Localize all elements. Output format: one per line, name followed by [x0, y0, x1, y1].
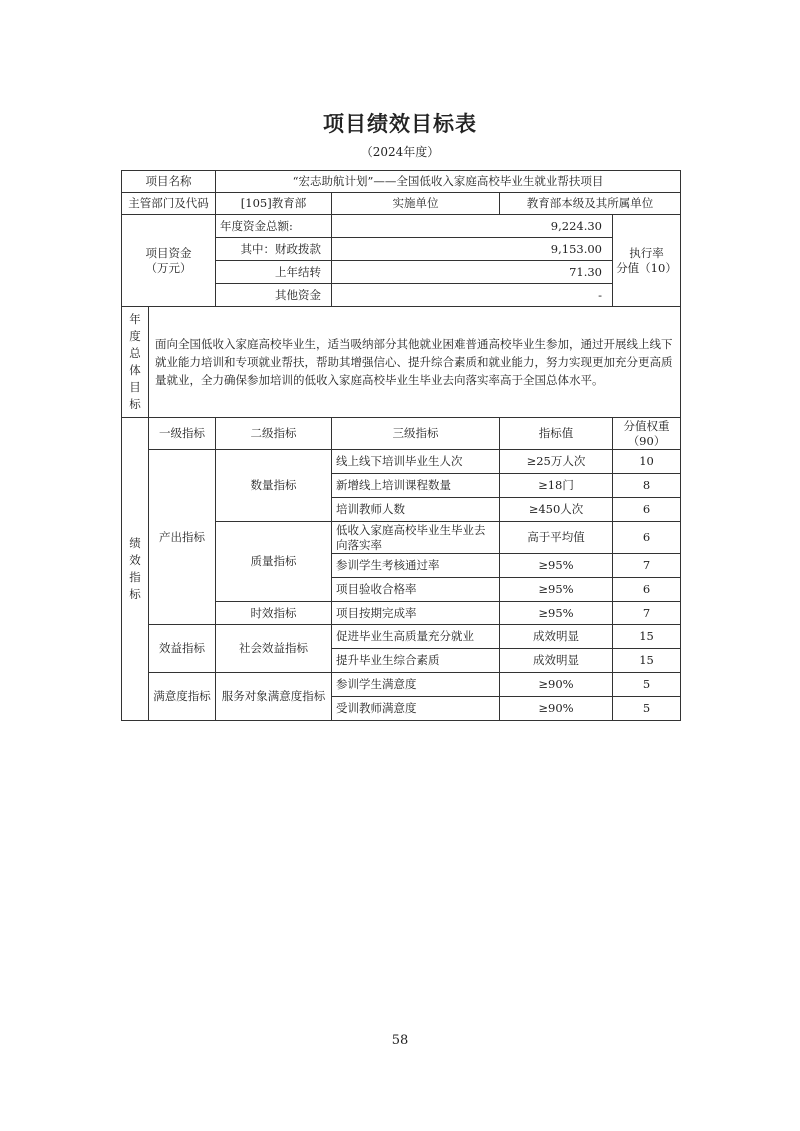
level3-cell: 参训学生考核通过率 — [332, 554, 500, 578]
funds-carryover-label: 上年结转 — [216, 261, 332, 284]
level2-cell: 质量指标 — [216, 522, 332, 602]
page-title: 项目绩效目标表 — [323, 112, 477, 136]
page-number: 58 — [391, 1033, 409, 1048]
weight-cell: 6 — [613, 498, 681, 522]
annual-goal-label-char: 总 — [129, 346, 141, 360]
level1-cell: 产出指标 — [149, 450, 216, 625]
header-weight-line1: 分值权重 — [623, 418, 670, 433]
value-cell: ≥95% — [500, 554, 613, 578]
performance-table — [121, 170, 681, 721]
weight-cell: 7 — [613, 554, 681, 578]
level3-cell: 新增线上培训课程数量 — [332, 474, 500, 498]
project-name-label: 项目名称 — [122, 171, 216, 193]
weight-cell: 10 — [613, 450, 681, 474]
header-weight-line2: （90） — [627, 433, 666, 448]
department-label: 主管部门及代码 — [122, 193, 216, 215]
annual-goal-label — [122, 307, 149, 418]
department-row — [122, 193, 681, 215]
value-cell: 成效明显 — [500, 649, 613, 673]
annual-goal-label-char: 体 — [129, 363, 141, 377]
funds-total-value: 9,224.30 — [332, 215, 613, 238]
annual-goal-label-char: 度 — [129, 329, 141, 343]
project-name-row — [122, 171, 681, 193]
level2-cell: 服务对象满意度指标 — [216, 673, 332, 721]
level2-cell: 社会效益指标 — [216, 625, 332, 673]
indicators-label-char: 效 — [129, 553, 141, 567]
weight-cell: 6 — [613, 522, 681, 554]
weight-cell: 5 — [613, 697, 681, 721]
annual-goal-label-char: 标 — [129, 397, 141, 411]
table-row — [122, 625, 681, 649]
funds-fiscal-value: 9,153.00 — [332, 238, 613, 261]
value-cell: ≥450人次 — [500, 498, 613, 522]
weight-cell: 15 — [613, 649, 681, 673]
weight-cell: 7 — [613, 602, 681, 625]
value-cell: ≥95% — [500, 602, 613, 625]
weight-cell: 6 — [613, 578, 681, 602]
level3-cell: 促进毕业生高质量充分就业 — [332, 625, 500, 649]
execution-rate-line1: 执行率 — [629, 245, 664, 260]
weight-cell: 5 — [613, 673, 681, 697]
level1-cell: 效益指标 — [149, 625, 216, 673]
page-subtitle: （2024年度） — [360, 145, 440, 159]
value-cell: 成效明显 — [500, 625, 613, 649]
funds-total-label: 年度资金总额: — [216, 215, 332, 238]
header-weight — [613, 418, 681, 450]
level1-cell: 满意度指标 — [149, 673, 216, 721]
level3-cell: 培训教师人数 — [332, 498, 500, 522]
header-level3: 三级指标 — [332, 418, 500, 450]
level3-cell: 参训学生满意度 — [332, 673, 500, 697]
indicators-label-char: 指 — [129, 570, 141, 584]
table-row — [122, 450, 681, 474]
table-row — [122, 673, 681, 697]
execution-rate-line2: 分值（10） — [616, 260, 677, 275]
level3-cell: 项目按期完成率 — [332, 602, 500, 625]
weight-cell: 8 — [613, 474, 681, 498]
value-cell: ≥18门 — [500, 474, 613, 498]
implementing-unit-label: 实施单位 — [332, 193, 500, 215]
indicator-header-row — [122, 418, 681, 450]
execution-rate-label — [613, 215, 681, 307]
funds-fiscal-label: 其中：财政拨款 — [216, 238, 332, 261]
annual-goal-row — [122, 307, 681, 418]
header-value: 指标值 — [500, 418, 613, 450]
annual-goal-label-char: 年 — [129, 312, 141, 326]
project-name-value: “宏志助航计划”——全国低收入家庭高校毕业生就业帮扶项目 — [216, 171, 681, 193]
implementing-unit-value: 教育部本级及其所属单位 — [500, 193, 681, 215]
funds-label-line2: （万元） — [145, 260, 192, 275]
annual-goal-text: 面向全国低收入家庭高校毕业生，适当吸纳部分其他就业困难普通高校毕业生参加，通过开展线上线下就业能力培训和专项就业帮扶，帮助其增强信心、提升综合素质和就业能力，努力实现更加充分更高质量就业，全力确保参加培训的低收入家庭高校毕业生毕业去向落实率高于全国总体水平。 — [149, 307, 681, 418]
weight-cell: 15 — [613, 625, 681, 649]
department-value: [105]教育部 — [216, 193, 332, 215]
funds-other-label: 其他资金 — [216, 284, 332, 307]
funds-label-line1: 项目资金 — [145, 245, 192, 260]
header-level2: 二级指标 — [216, 418, 332, 450]
indicators-label-char: 标 — [129, 587, 141, 601]
value-cell: ≥95% — [500, 578, 613, 602]
funds-label — [122, 215, 216, 307]
value-cell: ≥25万人次 — [500, 450, 613, 474]
level2-cell: 时效指标 — [216, 602, 332, 625]
annual-goal-label-char: 目 — [129, 380, 141, 394]
level3-cell: 项目验收合格率 — [332, 578, 500, 602]
level3-cell: 受训教师满意度 — [332, 697, 500, 721]
level3-cell: 提升毕业生综合素质 — [332, 649, 500, 673]
indicators-label — [122, 418, 149, 721]
indicators-label-char: 绩 — [129, 536, 141, 550]
level3-cell: 低收入家庭高校毕业生毕业去向落实率 — [332, 522, 500, 554]
level2-cell: 数量指标 — [216, 450, 332, 522]
funds-row — [122, 215, 681, 238]
value-cell: ≥90% — [500, 673, 613, 697]
funds-carryover-value: 71.30 — [332, 261, 613, 284]
header-level1: 一级指标 — [149, 418, 216, 450]
funds-other-value: - — [332, 284, 613, 307]
value-cell: ≥90% — [500, 697, 613, 721]
level3-cell: 线上线下培训毕业生人次 — [332, 450, 500, 474]
value-cell: 高于平均值 — [500, 522, 613, 554]
